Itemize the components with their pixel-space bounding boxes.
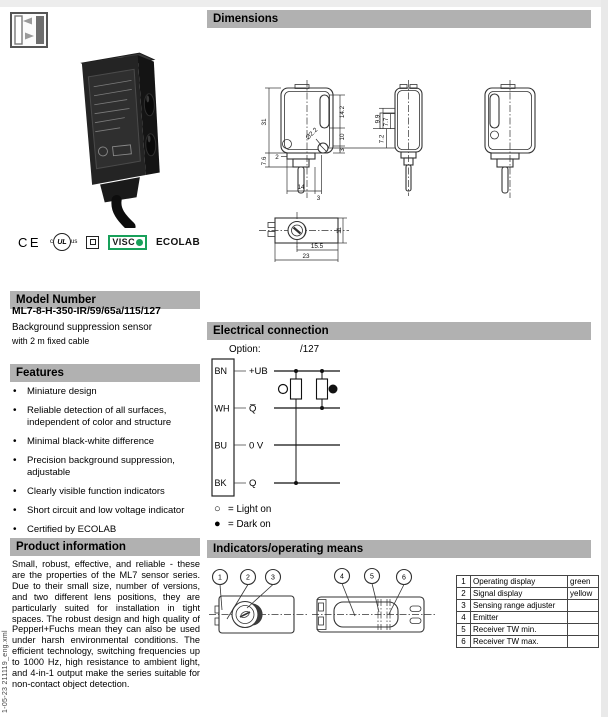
- wiring-diagram: [210, 355, 410, 510]
- ul-listed-icon: [50, 233, 77, 251]
- indicators-table: [456, 575, 599, 648]
- protection-class-ii-icon: [86, 236, 99, 249]
- callout-3-number: 3: [271, 574, 275, 582]
- option-value: /127: [300, 344, 320, 355]
- dark-on-symbol: [329, 385, 338, 394]
- ecolab-logo: ECOLAB: [155, 236, 200, 248]
- indicators-header: Indicators/operating means: [207, 540, 591, 558]
- model-description: Background suppression sensor: [12, 322, 152, 333]
- callout-5-number: 5: [370, 573, 374, 581]
- dim-label-23: 23: [302, 253, 310, 260]
- model-number: ML7-8-H-350-IR/59/65a/115/127: [12, 306, 161, 317]
- dim-label-11: 11: [336, 227, 343, 234]
- visco-logo: [108, 235, 147, 250]
- dim-label-31: 31: [261, 118, 268, 126]
- filled-circle-icon: ●: [214, 518, 221, 530]
- table-row: [457, 588, 599, 600]
- row-value: [568, 612, 599, 624]
- table-row: [457, 636, 599, 648]
- dim-label-9-9: 9.9: [374, 114, 382, 124]
- indicators-drawing: [207, 566, 437, 651]
- ul-c-label: c: [50, 239, 54, 245]
- row-number: 5: [457, 624, 471, 636]
- product-info-header: Product information: [10, 538, 200, 556]
- row-value: [568, 624, 599, 636]
- list-item: • Minimal black-white difference: [12, 436, 194, 448]
- signal-label-0v: 0 V: [249, 440, 264, 452]
- light-on-symbol: [279, 385, 288, 394]
- list-item: • Certified by ECOLAB: [12, 524, 194, 536]
- row-label: Operating display: [471, 576, 568, 588]
- indicator-front-view: [312, 584, 435, 633]
- option-label: Option:: [229, 344, 261, 355]
- dim-label-15-5: 15.5: [310, 243, 324, 250]
- table-row: [457, 576, 599, 588]
- row-value: [568, 636, 599, 648]
- legend-text: = Light on: [228, 503, 272, 515]
- callout-4-number: 4: [340, 573, 344, 581]
- open-circle-icon: ○: [214, 503, 221, 515]
- row-number: 3: [457, 600, 471, 612]
- row-label: Emitter: [471, 612, 568, 624]
- row-label: Receiver TW max.: [471, 636, 568, 648]
- sensor-series-icon: [10, 12, 48, 53]
- features-list: [12, 386, 194, 543]
- product-info-text: Small, robust, effective, and reliable - these are the properties of the ML7 sensor series. Due to their small size, number of versions, and two different lens positions, they are particularly suited for installation in tight spaces. The robust design and high quality of Pepperl+Fuchs mean they can also be used under harsh environmental conditions. The efficient technology, switching frequencies up to 1000 Hz, high resistance to ambient light, and 4-in-1 output make the series suitable for non-contact object detection.: [12, 559, 200, 689]
- indicator-top-view: [209, 585, 309, 634]
- legend-dark-on: [214, 518, 271, 530]
- ce-mark-icon: CE: [18, 234, 42, 250]
- row-label: Signal display: [471, 588, 568, 600]
- visco-text: VISC: [112, 237, 135, 247]
- dim-label-7-7: 7.7: [383, 117, 390, 127]
- load-resistor-1: [291, 379, 302, 399]
- page-top-strip: [0, 0, 608, 7]
- dim-label-2: 2: [275, 154, 279, 161]
- row-label: Receiver TW min.: [471, 624, 568, 636]
- wire-label-bu: BU: [214, 440, 228, 451]
- model-number-header: Model Number: [10, 291, 200, 309]
- signal-label-qbar: Q̅: [249, 403, 257, 415]
- list-item: • Precision background suppression, adjustable: [12, 455, 194, 479]
- wire-label-bn: BN: [214, 366, 228, 376]
- wire-label-wh: WH: [214, 403, 230, 414]
- legend-light-on: [214, 503, 271, 515]
- callout-1-number: 1: [218, 574, 222, 582]
- dim-label-10: 10: [339, 133, 346, 141]
- row-value: yellow: [568, 588, 599, 600]
- table-row: [457, 624, 599, 636]
- dimension-front-view: [261, 80, 346, 202]
- row-value: [568, 600, 599, 612]
- dim-label-7-2: 7.2: [378, 134, 386, 144]
- dim-label-hole: Ø2.2: [304, 126, 320, 142]
- ul-circle: UL: [53, 233, 71, 251]
- page-right-strip: [601, 0, 608, 717]
- wire-label-bk: BK: [214, 478, 227, 488]
- table-row: [457, 612, 599, 624]
- document-footer-note: 1-05-23 211119_eng.xml: [2, 630, 9, 713]
- callout-2-number: 2: [246, 574, 250, 582]
- signal-label-ub: +UB: [249, 366, 268, 377]
- load-resistor-2: [317, 379, 328, 399]
- dimension-back-view: [485, 80, 535, 198]
- dimensions-drawing: [207, 34, 591, 291]
- row-number: 4: [457, 612, 471, 624]
- table-row: [457, 600, 599, 612]
- electrical-header: Electrical connection: [207, 322, 591, 340]
- dim-label-14: 14: [297, 184, 305, 191]
- signal-label-q: Q: [249, 478, 257, 489]
- dimension-bottom-view: [259, 212, 349, 262]
- visco-dot-icon: [136, 239, 143, 246]
- list-item: • Clearly visible function indicators: [12, 486, 194, 498]
- dim-label-3-bottom: 3: [316, 195, 321, 202]
- model-subdescription: with 2 m fixed cable: [12, 336, 90, 346]
- features-header: Features: [10, 364, 200, 382]
- list-item: • Short circuit and low voltage indicator: [12, 505, 194, 517]
- list-item: • Miniature design: [12, 386, 194, 398]
- dim-label-14-2: 14.2: [339, 105, 346, 119]
- row-number: 2: [457, 588, 471, 600]
- callout-6-number: 6: [402, 574, 406, 582]
- dim-label-3-right: 3: [339, 148, 346, 152]
- list-item: • Reliable detection of all surfaces, independent of color and structure: [12, 405, 194, 429]
- legend-text: = Dark on: [228, 518, 271, 530]
- row-value: green: [568, 576, 599, 588]
- row-number: 6: [457, 636, 471, 648]
- dim-label-7-6: 7.6: [261, 156, 268, 166]
- ul-us-label: us: [71, 239, 78, 245]
- row-number: 1: [457, 576, 471, 588]
- product-photo: [50, 34, 180, 233]
- certification-row: [18, 229, 200, 255]
- dimensions-header: Dimensions: [207, 10, 591, 28]
- row-label: Sensing range adjuster: [471, 600, 568, 612]
